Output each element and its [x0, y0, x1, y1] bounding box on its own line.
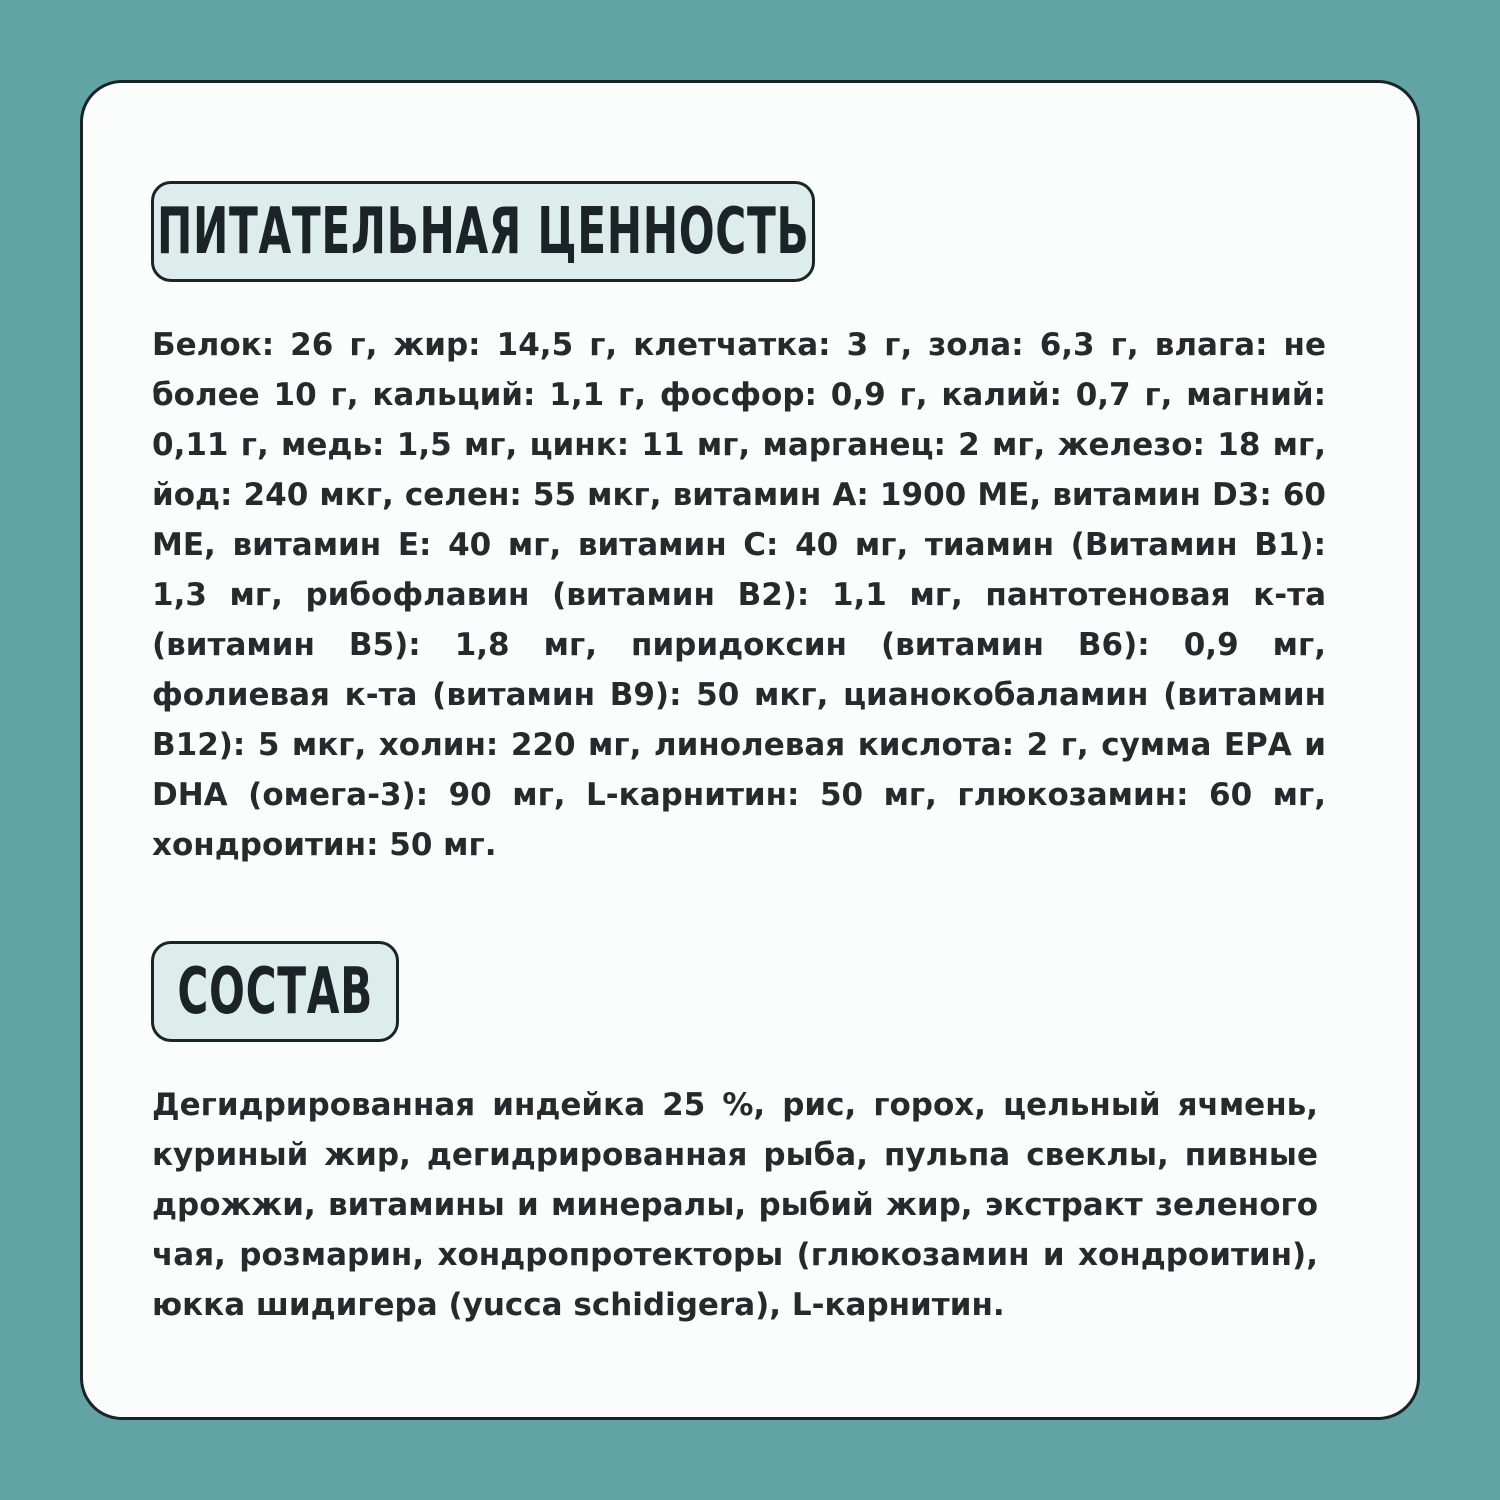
nutrition-heading: ПИТАТЕЛЬНАЯ ЦЕННОСТЬ [156, 194, 810, 269]
composition-heading: СОСТАВ [177, 954, 373, 1029]
nutrition-heading-badge [151, 181, 815, 282]
composition-text: Дегидрированная индейка 25 %, рис, горох, цельный ячмень, куриный жир, дегидрированная рыба, пульпа свеклы, пивные дрожжи, витамины и минералы, рыбий жир, экстракт зеленого чая, розмарин, хондропротекторы (глюкозамин и хондроитин), юкка шидигера (yucca schidigera), L-карнитин. [152, 1087, 1318, 1323]
composition-heading-badge [151, 941, 399, 1042]
nutrition-text: Белок: 26 г, жир: 14,5 г, клетчатка: 3 г, зола: 6,3 г, влага: не более 10 г, кальций: 1,1 г, фосфор: 0,9 г, калий: 0,7 г, магний: 0,11 г, медь: 1,5 мг, цинк: 11 мг, марганец: 2 мг, железо: 18 мг, йод: 240 мкг, селен: 55 мкг, витамин А: 1900 МЕ, витамин D3: 60 МЕ, витамин Е: 40 мг, витамин С: 40 мг, тиамин (Витамин В1): 1,3 мг, рибофлавин (витамин В2): 1,1 мг, пантотеновая к-та (витамин В5): 1,8 мг, пиридоксин (витамин В6): 0,9 мг, фолиевая к-та (витамин В9): 50 мкг, цианокобаламин (витамин В12): 5 мкг, холин: 220 мг, линолевая кислота: 2 г, сумма ЕРА и DHA (омега-3): 90 мг, L-карнитин: 50 мг, глюкозамин: 60 мг, хондроитин: 50 мг. [152, 327, 1326, 863]
info-card [80, 80, 1420, 1420]
